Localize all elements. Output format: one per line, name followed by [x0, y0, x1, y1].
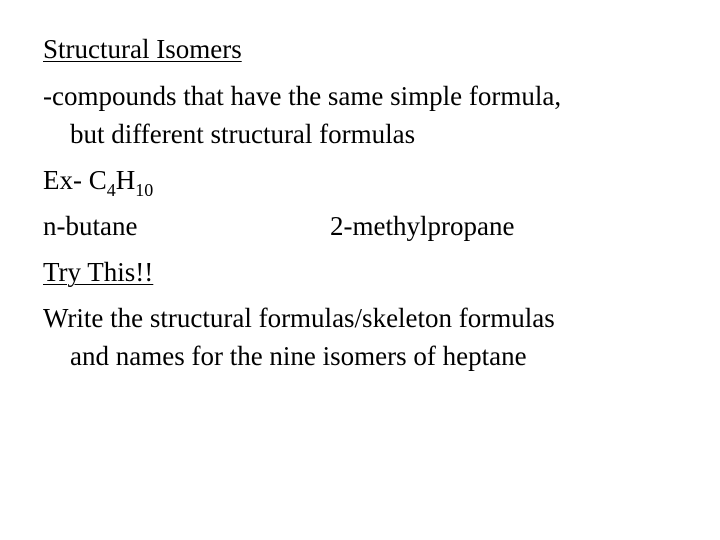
- slide-title: Structural Isomers: [43, 34, 242, 64]
- task-line-2: and names for the nine isomers of heptane: [70, 341, 527, 371]
- definition-line-1: -compounds that have the same simple formula,: [43, 81, 562, 111]
- isomer-name-2-methylpropane: 2-methylpropane: [330, 211, 515, 241]
- hydrogen-subscript: 10: [135, 180, 154, 200]
- example-formula: [43, 164, 153, 199]
- hydrogen-symbol: H: [115, 165, 136, 195]
- definition-line-2: but different structural formulas: [70, 119, 416, 149]
- try-this-heading: Try This!!: [43, 257, 154, 287]
- carbon-subscript: 4: [106, 180, 116, 200]
- task-line-1: Write the structural formulas/skeleton formulas: [43, 303, 555, 333]
- isomer-name-n-butane: n-butane: [43, 211, 138, 241]
- example-prefix: Ex- C: [43, 165, 107, 195]
